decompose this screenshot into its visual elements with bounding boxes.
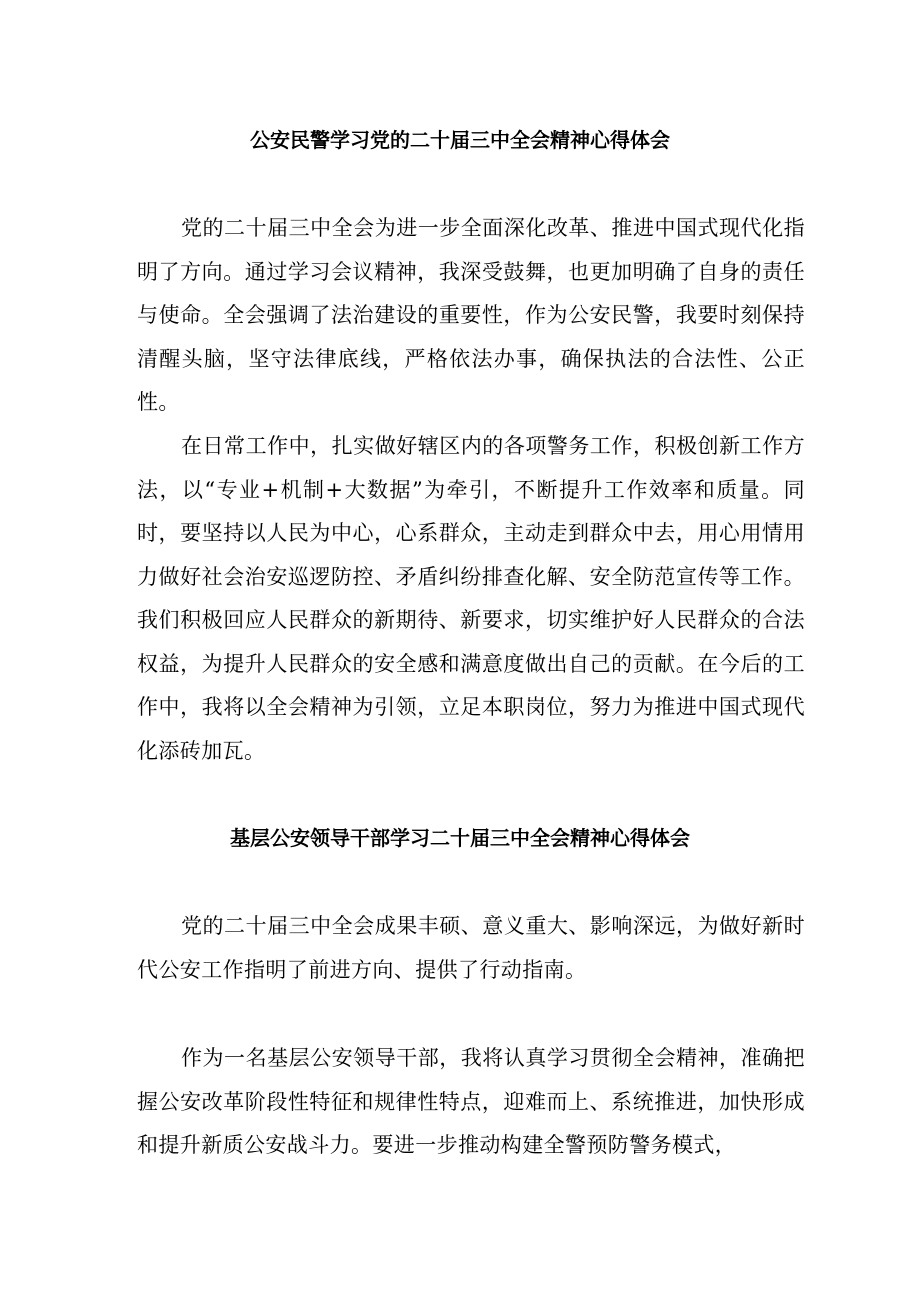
article-title-1: 公安民警学习党的二十届三中全会精神心得体会 <box>250 128 670 152</box>
article-title-2: 基层公安领导干部学习二十届三中全会精神心得体会 <box>230 826 690 850</box>
article-2-paragraph-1: 党的二十届三中全会成果丰硕、意义重大、影响深远，为做好新时代公安工作指明了前进方向、提供了行动指南。 <box>137 914 805 982</box>
article-1-paragraph-2: 在日常工作中，扎实做好辖区内的各项警务工作，积极创新工作方法，以“专业+机制+大数据”为牵引，不断提升工作效率和质量。同时，要坚持以人民为中心，心系群众，主动走到群众中去，用心用情用力做好社会治安巡逻防控、矛盾纠纷排查化解、安全防范宣传等工作。我们积极回应人民群众的新期待、新要求，切实维护好人民群众的合法权益，为提升人民群众的安全感和满意度做出自己的贡献。在今后的工作中，我将以全会精神为引领，立足本职岗位，努力为推进中国式现代化添砖加瓦。 <box>137 434 805 763</box>
article-2-paragraph-2: 作为一名基层公安领导干部，我将认真学习贯彻全会精神，准确把握公安改革阶段性特征和规律性特点，迎难而上、系统推进，加快形成和提升新质公安战斗力。要进一步推动构建全警预防警务模式， <box>137 1046 805 1157</box>
article-1-paragraph-1: 党的二十届三中全会为进一步全面深化改革、推进中国式现代化指明了方向。通过学习会议精神，我深受鼓舞，也更加明确了自身的责任与使命。全会强调了法治建设的重要性，作为公安民警，我要时刻保持清醒头脑，坚守法律底线，严格依法办事，确保执法的合法性、公正性。 <box>137 216 805 414</box>
